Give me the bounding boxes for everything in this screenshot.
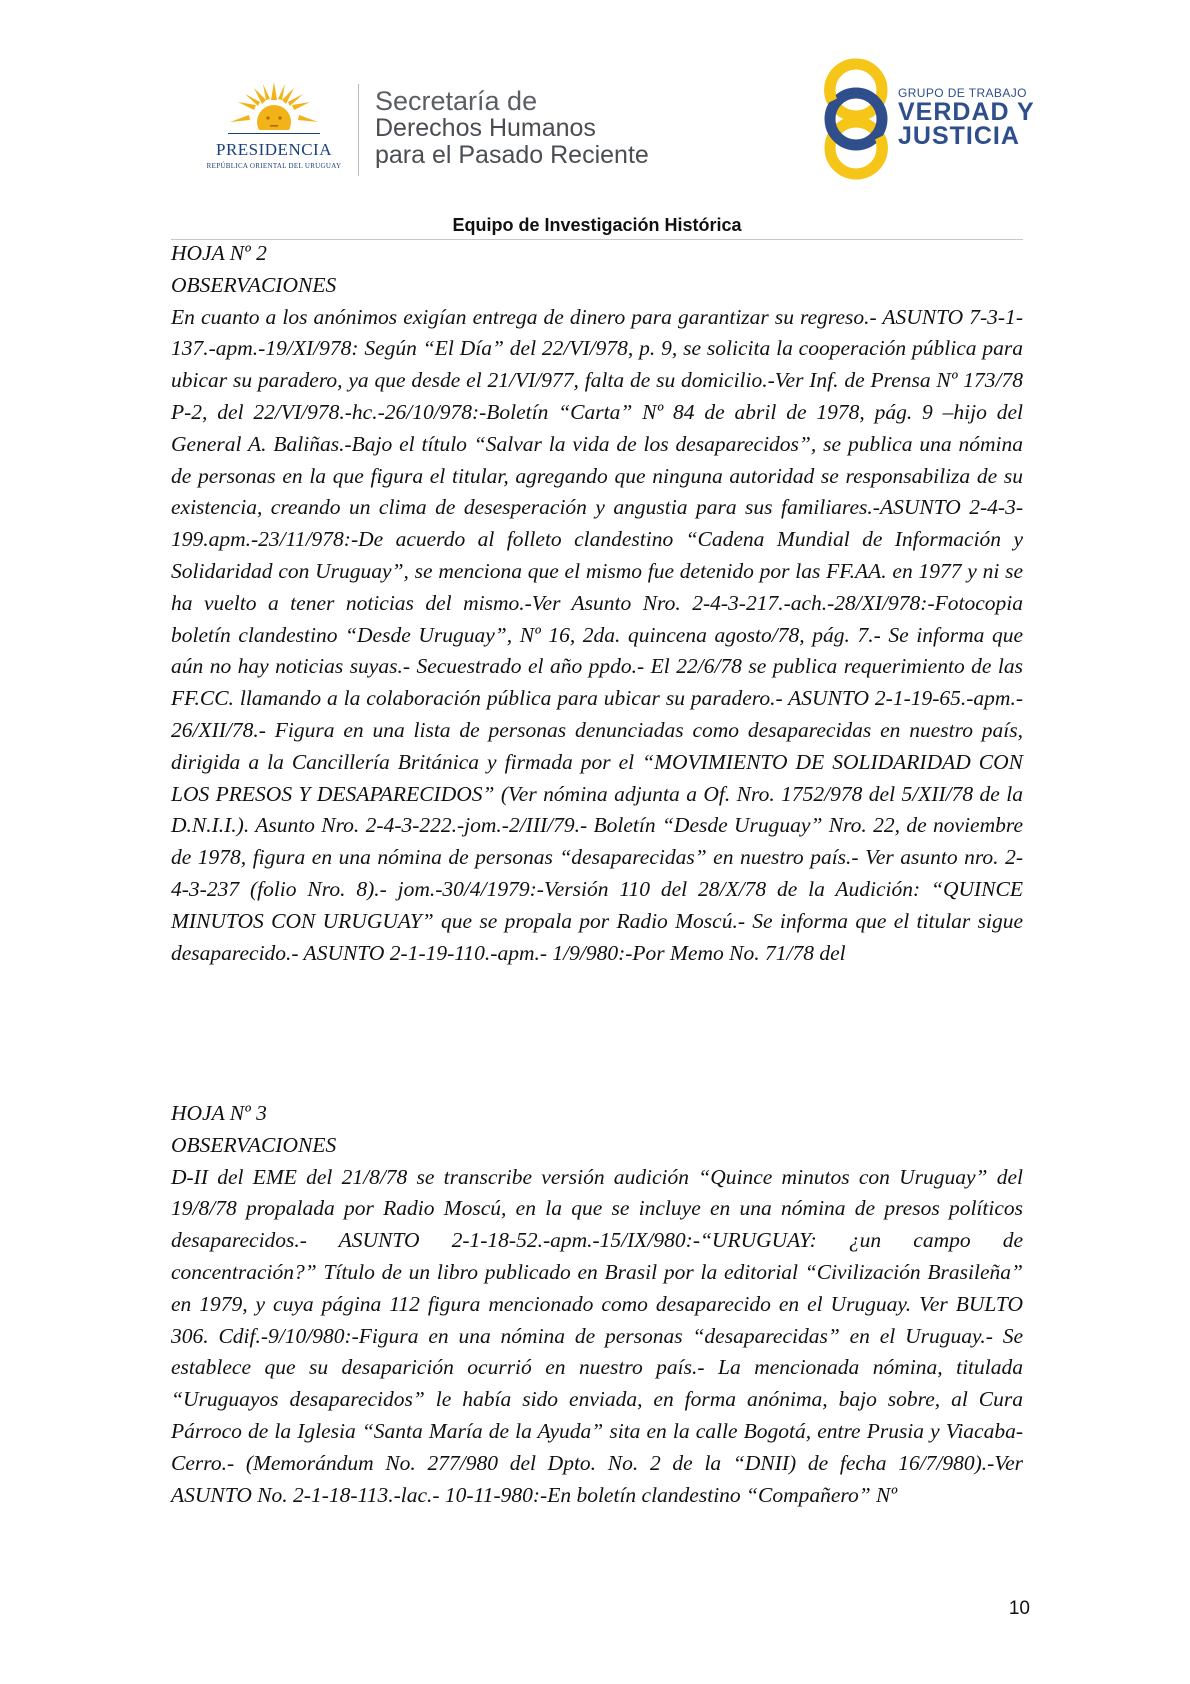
observations-text: D-II del EME del 21/8/78 se transcribe versión audición “Quince minutos con Uruguay” del 19/8/78 propalada por Radio Moscú, en la que se incluye en una nómina de presos políticos desaparecidos.- ASUNTO 2-1-18-52.-apm.-15/IX/980:-“URUGUAY: ¿un campo de concentración?” Título de un libro publicado en Brasil por la editorial “Civilización Brasileña” en 1979, y cuya página 112 figura mencionado como desaparecido en el Uruguay. Ver BULTO 306. Cdif.-9/10/980:-Figura en una nómina de personas “desaparecidas” en el Uruguay.- Se establece que su desaparición ocurrió en nuestro país.- La mencionada nómina, titulada “Uruguayos desaparecidos” le había sido enviada, en forma anónima, bajo sobre, al Cura Párroco de la Iglesia “Santa María de la Ayuda” sita en la calle Bogotá, entre Prusia y Viacaba-Cerro.- (Memorándum No. 277/980 del Dpto. No. 2 de la “DNII) de fecha 16/7/980).-Ver ASUNTO No. 2-1-18-113.-lac.- 10-11-980:-En boletín clandestino “Compañero” Nº xyxy=(171,1164,1023,1507)
presidencia-subtitle: REPÚBLICA ORIENTAL DEL URUGUAY xyxy=(206,162,342,170)
logo-divider xyxy=(358,84,359,176)
grupo-title xyxy=(898,100,1035,148)
section-title: OBSERVACIONES xyxy=(171,1132,337,1157)
sun-icon xyxy=(228,78,320,140)
sheet-title: HOJA Nº 2 xyxy=(171,241,267,265)
secretaria-line-3: para el Pasado Reciente xyxy=(375,141,649,169)
verdad-justicia-logo xyxy=(818,56,1048,182)
rings-icon xyxy=(818,56,896,182)
sheet-3-block xyxy=(171,1098,1023,1511)
presidencia-logo xyxy=(195,78,353,180)
secretaria-line-1: Secretaría de xyxy=(375,86,538,116)
sheet-2-block xyxy=(171,238,1023,969)
grupo-label: GRUPO DE TRABAJO xyxy=(898,86,1027,100)
secretaria-line-2: Derechos Humanos xyxy=(375,114,596,142)
page-number: 10 xyxy=(1008,1598,1030,1619)
grupo-title-line-1: VERDAD Y xyxy=(898,98,1035,126)
presidencia-name: PRESIDENCIA xyxy=(215,140,332,159)
team-heading: Equipo de Investigación Histórica xyxy=(452,215,742,235)
observations-text: En cuanto a los anónimos exigían entrega de dinero para garantizar su regreso.- ASUNTO 7-3-1-137.-apm.-19/XI/978: Según “El Día” del 22/VI/978, p. 9, se solicita la cooperación pública para ubicar su paradero, ya que desde el 21/VI/977, falta de su domicilio.-Ver Inf. de Prensa Nº 173/78 P-2, del 22/VI/978.-hc.-26/10/978:-Boletín “Carta” Nº 84 de abril de 1978, pág. 9 –hijo del General A. Baliñas.-Bajo el título “Salvar la vida de los desaparecidos”, se publica una nómina de personas en la que figura el titular, agregando que ninguna autoridad se responsabiliza de su existencia, creando un clima de desesperación y angustia para sus familiares.-ASUNTO 2-4-3-199.apm.-23/11/978:-De acuerdo al folleto clandestino “Cadena Mundial de Información y Solidaridad con Uruguay”, se menciona que el mismo fue detenido por las FF.AA. en 1977 y ni se ha vuelto a tener noticias del mismo.-Ver Asunto Nro. 2-4-3-217.-ach.-28/XI/978:-Fotocopia boletín clandestino “Desde Uruguay”, Nº 16, 2da. quincena agosto/78, pág. 7.- Se informa que aún no hay noticias suyas.- Secuestrado el año ppdo.- El 22/6/78 se publica requerimiento de las FF.CC. llamando a la colaboración pública para ubicar su paradero.- ASUNTO 2-1-19-65.-apm.- 26/XII/78.- Figura en una lista de personas denunciadas como desaparecidas en nuestro país, dirigida a la Cancillería Británica y firmada por el “MOVIMIENTO DE SOLIDARIDAD CON LOS PRESOS Y DESAPARECIDOS” (Ver nómina adjunta a Of. Nro. 1752/978 del 5/XII/78 de la D.N.I.I.). Asunto Nro. 2-4-3-222.-jom.-2/III/79.- Boletín “Desde Uruguay” Nro. 22, de noviembre de 1978, figura en una nómina de personas “desaparecidas” en nuestro país.- Ver asunto nro. 2-4-3-237 (folio Nro. 8).- jom.-30/4/1979:-Versión 110 del 28/X/78 de la Audición: “QUINCE MINUTOS CON URUGUAY” que se propala por Radio Moscú.- Se informa que el titular sigue desaparecido.- ASUNTO 2-1-19-110.-apm.- 1/9/980:-Por Memo No. 71/78 del xyxy=(171,304,1023,965)
grupo-title-line-2: JUSTICIA xyxy=(898,122,1020,150)
page-header xyxy=(0,0,1190,200)
secretaria-logo xyxy=(375,88,649,169)
sheet-title: HOJA Nº 3 xyxy=(171,1101,267,1125)
section-title: OBSERVACIONES xyxy=(171,272,337,297)
